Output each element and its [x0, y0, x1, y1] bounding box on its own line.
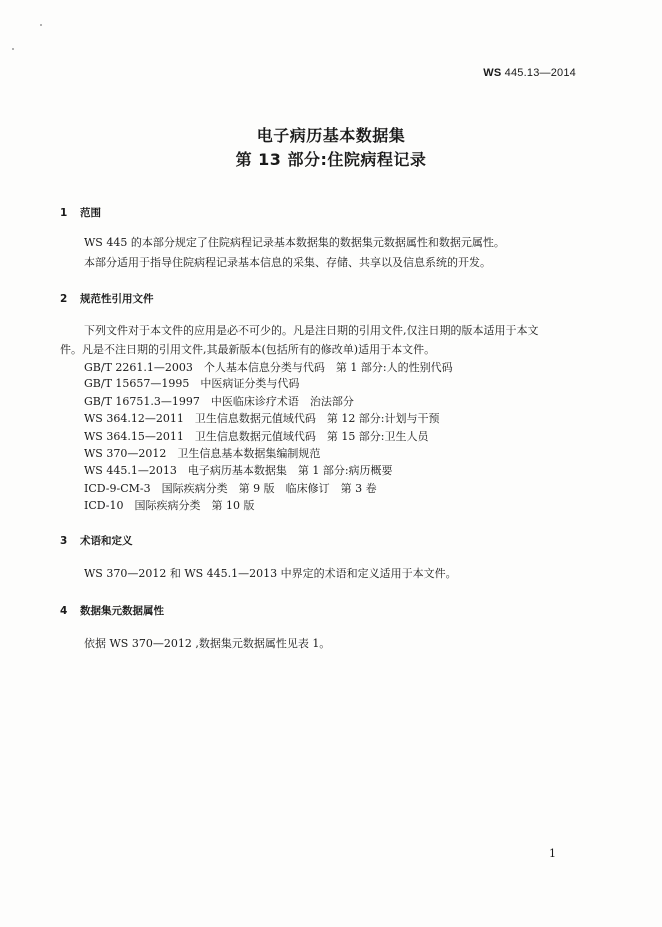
standard-prefix: WS	[483, 67, 502, 79]
document-subtitle: 第 13 部分:住院病程记录	[235, 150, 427, 169]
paragraph: 件。凡是不注日期的引用文件,其最新版本(包括所有的修改单)适用于本文件。	[60, 343, 436, 356]
section-number: 2	[60, 293, 68, 305]
section-heading-normative-references	[60, 291, 154, 306]
standard-code	[483, 67, 576, 79]
section-title: 术语和定义	[80, 535, 133, 547]
paragraph: WS 370—2012 和 WS 445.1—2013 中界定的术语和定义适用于本文件。	[84, 567, 457, 580]
page-number: 1	[549, 847, 556, 860]
reference-item: GB/T 16751.3—1997 中医临床诊疗术语 治法部分	[84, 395, 354, 408]
reference-item: WS 445.1—2013 电子病历基本数据集 第 1 部分:病历概要	[84, 464, 393, 477]
section-title: 规范性引用文件	[80, 293, 154, 305]
section-heading-scope	[60, 205, 101, 220]
section-heading-terms	[60, 533, 133, 548]
scan-speck	[40, 24, 42, 26]
section-title: 范围	[80, 207, 101, 219]
section-number: 4	[60, 605, 68, 617]
paragraph: 本部分适用于指导住院病程记录基本信息的采集、存储、共享以及信息系统的开发。	[84, 256, 491, 269]
document-title: 电子病历基本数据集	[256, 126, 406, 145]
paragraph: 下列文件对于本文件的应用是必不可少的。凡是注日期的引用文件,仅注日期的版本适用于本文	[84, 324, 539, 337]
section-number: 1	[60, 207, 68, 219]
paragraph: 依据 WS 370—2012 ,数据集元数据属性见表 1。	[84, 637, 331, 650]
reference-item: GB/T 15657—1995 中医病证分类与代码	[84, 377, 300, 390]
scan-speck	[12, 48, 14, 50]
standard-number: 445.13—2014	[504, 67, 576, 79]
section-heading-dataset-metadata	[60, 603, 164, 618]
paragraph: WS 445 的本部分规定了住院病程记录基本数据集的数据集元数据属性和数据元属性。	[84, 236, 505, 249]
reference-item: WS 370—2012 卫生信息基本数据集编制规范	[84, 447, 321, 460]
reference-item: WS 364.12—2011 卫生信息数据元值域代码 第 12 部分:计划与干预	[84, 412, 440, 425]
section-title: 数据集元数据属性	[80, 605, 164, 617]
reference-item: WS 364.15—2011 卫生信息数据元值域代码 第 15 部分:卫生人员	[84, 430, 429, 443]
reference-item: ICD-10 国际疾病分类 第 10 版	[84, 499, 255, 512]
section-number: 3	[60, 535, 68, 547]
reference-item: GB/T 2261.1—2003 个人基本信息分类与代码 第 1 部分:人的性别代码	[84, 361, 453, 374]
reference-item: ICD-9-CM-3 国际疾病分类 第 9 版 临床修订 第 3 卷	[84, 482, 377, 495]
